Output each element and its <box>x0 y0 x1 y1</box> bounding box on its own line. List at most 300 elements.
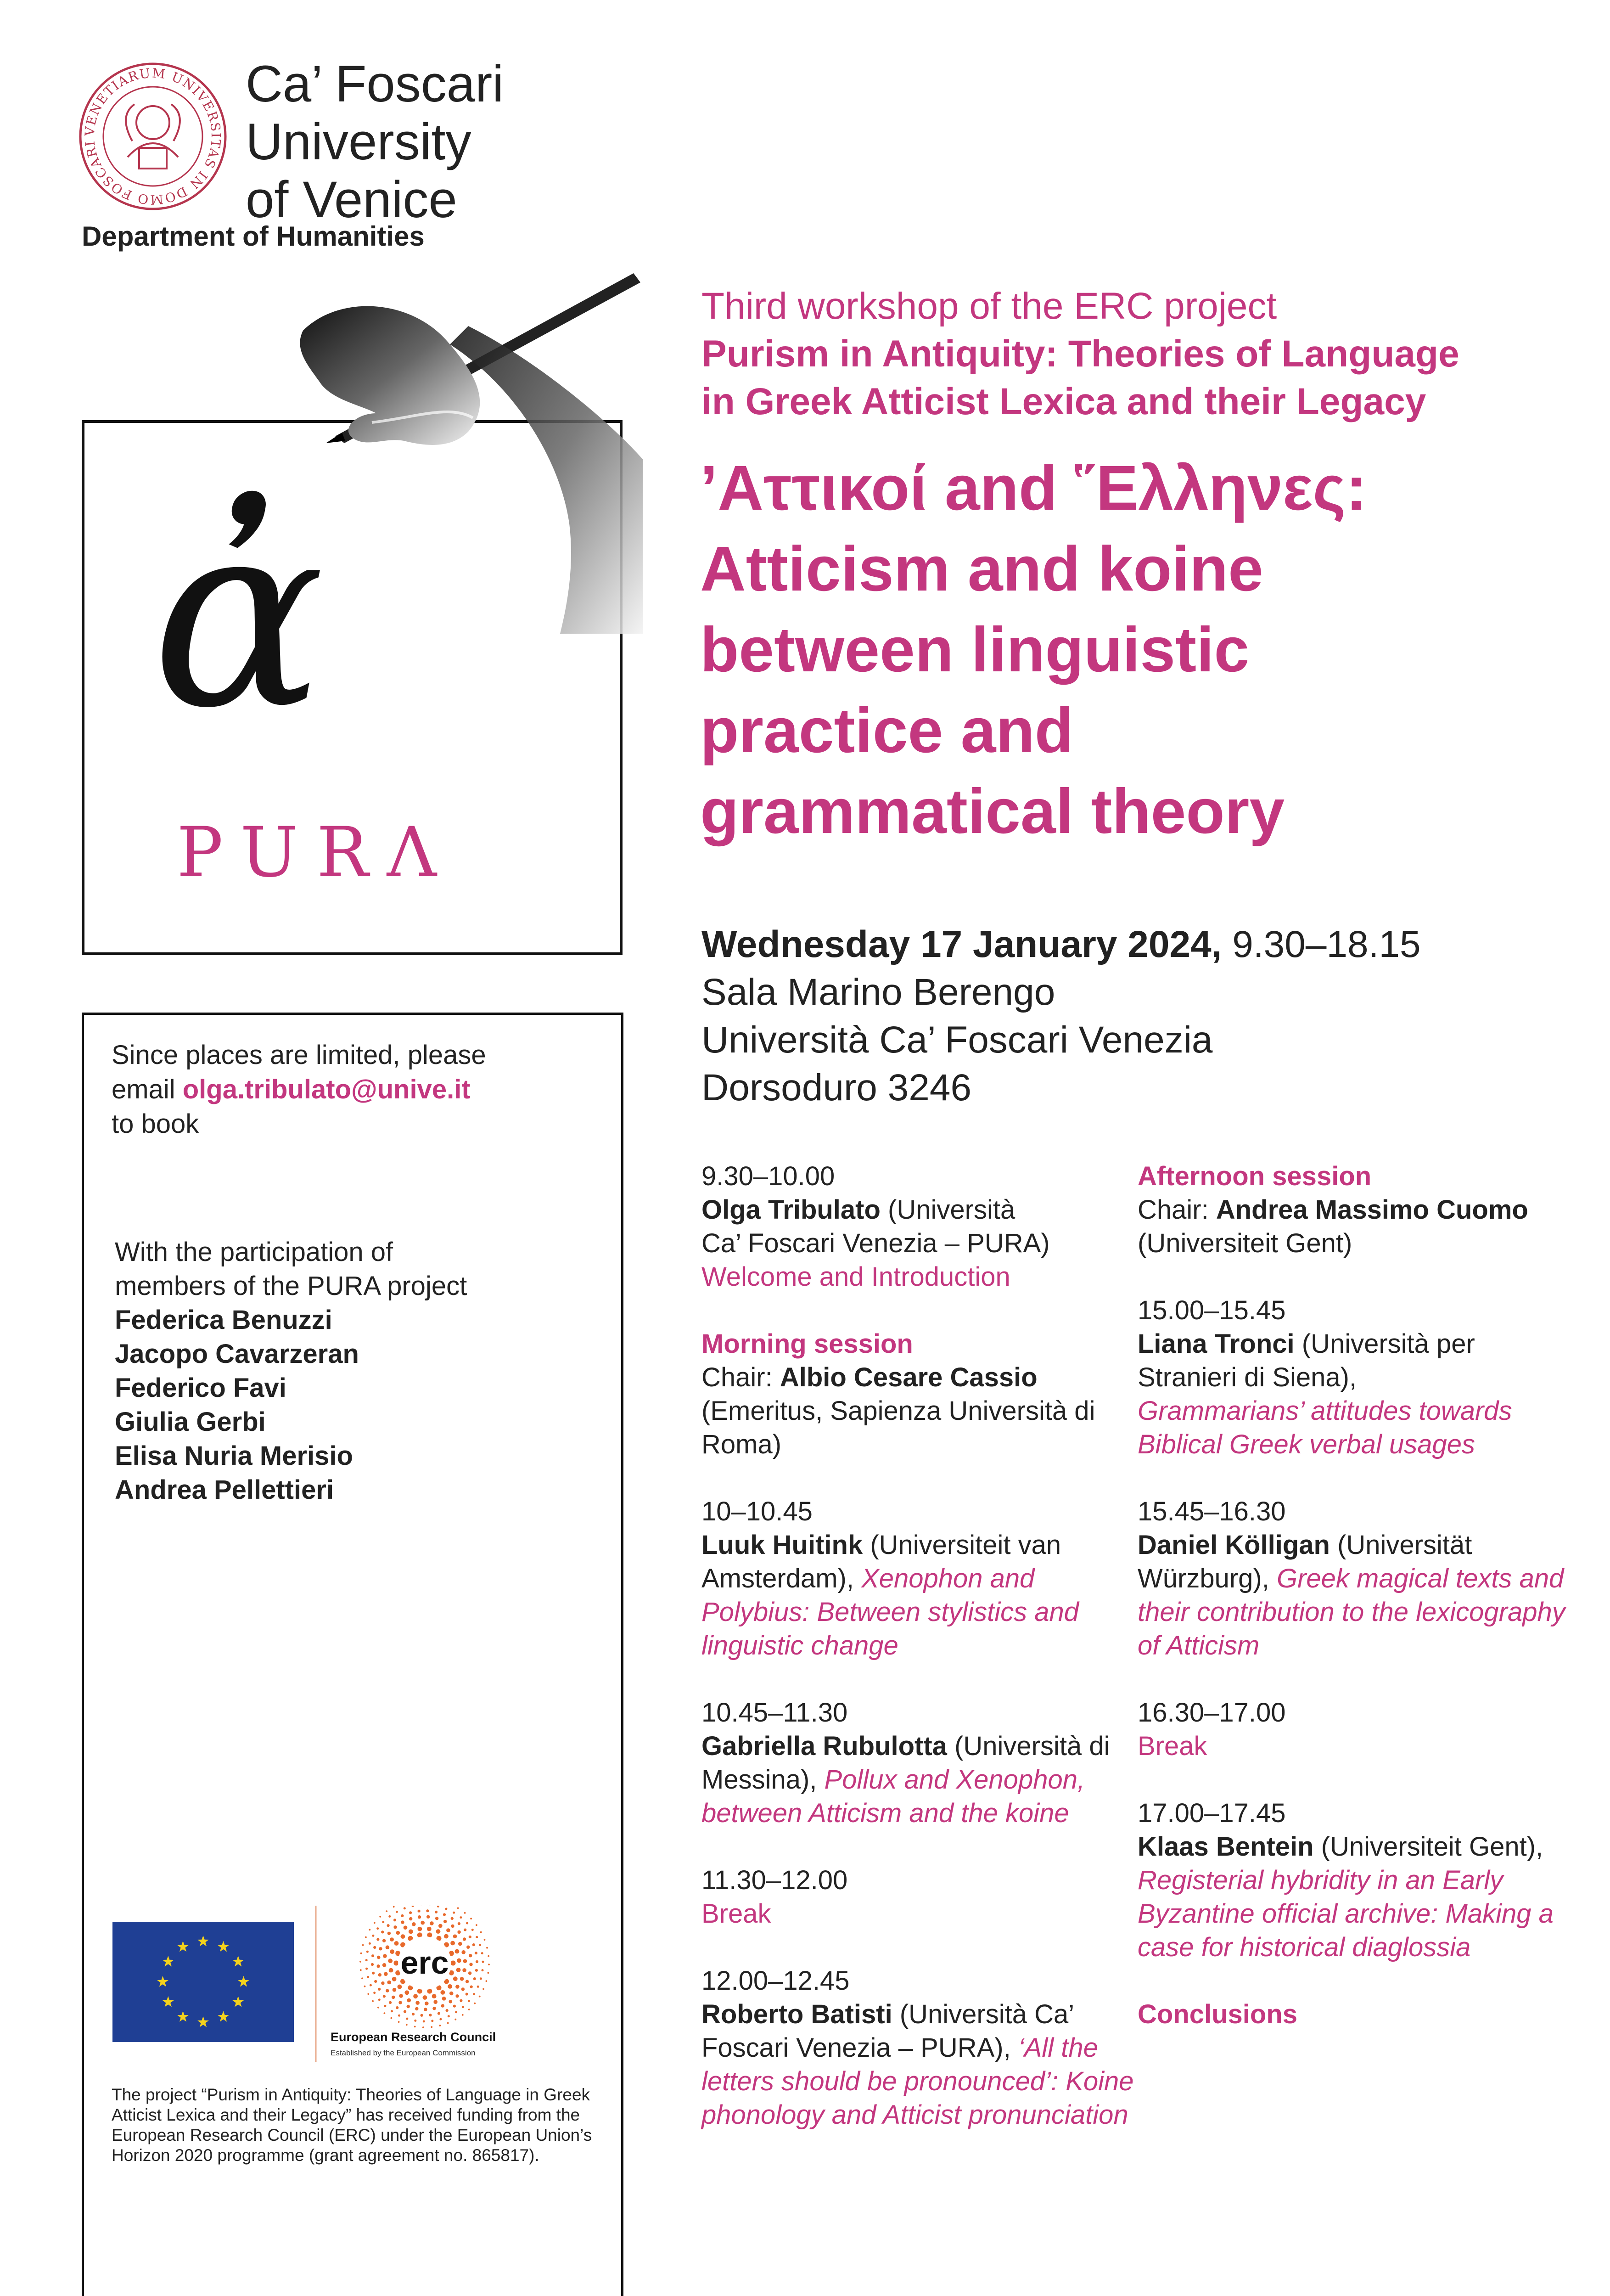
erc-dot-icon <box>475 1969 478 1972</box>
erc-dot-icon <box>466 1946 470 1949</box>
erc-dot-icon <box>381 1981 384 1985</box>
erc-dot-icon <box>470 1918 472 1919</box>
erc-dot-icon <box>440 1990 445 1995</box>
erc-dot-icon <box>450 1941 455 1946</box>
erc-dot-icon <box>469 1954 472 1957</box>
erc-dot-icon <box>377 1956 380 1959</box>
erc-dot-icon <box>488 1972 489 1974</box>
erc-dot-icon <box>451 1925 454 1928</box>
erc-dot-icon <box>436 1929 441 1934</box>
event-datetime <box>701 921 1574 968</box>
program-slot <box>1138 1796 1578 1964</box>
erc-dot-icon <box>361 1977 363 1979</box>
erc-dot-icon <box>462 2006 464 2008</box>
erc-dot-icon <box>421 2014 423 2017</box>
erc-dot-icon <box>407 1998 411 2003</box>
slot-time: 9.30–10.00 <box>701 1161 835 1191</box>
erc-dot-icon <box>376 1927 379 1930</box>
erc-dot-icon <box>391 2017 393 2019</box>
erc-dot-icon <box>462 1968 466 1972</box>
erc-dot-icon <box>486 1980 488 1982</box>
erc-dot-icon <box>468 1971 471 1975</box>
session-block <box>701 1327 1142 1461</box>
event-venue: Università Ca’ Foscari Venezia <box>701 1019 1213 1061</box>
erc-dot-icon <box>430 1921 434 1925</box>
workshop-title <box>700 448 1572 852</box>
slot-title: Pollux and Xenophon, between Atticism and the koine <box>701 1765 1085 1828</box>
erc-dot-icon <box>486 1947 488 1949</box>
erc-dot-icon <box>383 1954 387 1958</box>
erc-dot-icon <box>394 1961 399 1966</box>
erc-dot-icon <box>376 1938 379 1941</box>
erc-dot-icon <box>394 1941 399 1946</box>
session-chair-line <box>1138 1193 1578 1227</box>
erc-dot-icon <box>446 1928 450 1932</box>
funding-note: The project “Purism in Antiquity: Theories of Language in Greek Atticist Lexica and their Legacy” has received funding from the European Research Council (ERC) under the European Union’s Horizon 2020 programme (grant agreement no. 865817). <box>112 2085 592 2165</box>
session-chair: Andrea Massimo Cuomo <box>1216 1195 1528 1225</box>
booking-email-prefix: email <box>112 1075 183 1104</box>
event-venue: Dorsoduro 3246 <box>701 1067 972 1109</box>
erc-dot-icon <box>371 1954 374 1957</box>
university-name-line: of Venice <box>246 171 457 228</box>
erc-dot-icon <box>460 1916 462 1919</box>
erc-dot-icon <box>488 1955 489 1957</box>
eu-flag-icon <box>112 1922 294 2042</box>
erc-dot-icon <box>409 1917 412 1920</box>
erc-dot-icon <box>387 1924 390 1927</box>
erc-dot-icon <box>464 1912 466 1914</box>
participant-name: Andrea Pellettieri <box>115 1475 334 1505</box>
erc-dot-icon <box>461 1950 466 1954</box>
erc-dot-icon <box>360 1969 362 1971</box>
erc-dot-icon <box>435 1911 438 1913</box>
erc-logo-text: erc <box>400 1945 449 1981</box>
booking-line <box>112 1072 594 1107</box>
erc-dot-icon <box>469 1963 472 1966</box>
erc-dot-icon <box>484 1939 486 1941</box>
session-block <box>1138 1159 1578 1260</box>
erc-dot-icon <box>360 1953 362 1954</box>
slot-title: Xenophon and Polybius: Between stylistics and linguistic change <box>701 1564 1079 1660</box>
erc-dot-icon <box>449 2000 452 2003</box>
slot-speaker-line <box>701 1193 1142 1227</box>
erc-dot-icon <box>393 1988 397 1992</box>
erc-dot-icon <box>454 2019 456 2020</box>
erc-dot-icon <box>365 1968 368 1970</box>
erc-dot-icon <box>372 1972 375 1975</box>
erc-dot-icon <box>386 1910 387 1912</box>
erc-dot-icon <box>476 1960 478 1963</box>
workshop-subtitle <box>701 282 1574 426</box>
erc-dot-icon <box>413 1994 418 1998</box>
erc-dot-icon <box>373 1946 376 1949</box>
erc-dot-icon <box>439 2018 442 2020</box>
participation-intro: members of the PURA project <box>115 1271 467 1301</box>
erc-dot-icon <box>445 1908 448 1910</box>
hand-with-pen-illustration <box>275 266 643 634</box>
slot-time: 15.45–16.30 <box>1138 1497 1286 1526</box>
slot-text <box>1138 1327 1578 1394</box>
erc-dot-icon <box>476 1936 478 1938</box>
erc-dot-icon <box>458 1942 462 1946</box>
erc-dot-icon <box>390 1937 394 1941</box>
erc-dot-icon <box>443 1920 447 1923</box>
pura-wordmark: PURΛ <box>177 813 455 893</box>
program-slot <box>701 1696 1142 1830</box>
subtitle-line: Third workshop of the ERC project <box>701 285 1277 327</box>
erc-logo-icon <box>312 1906 505 2062</box>
session-chair-line <box>701 1361 1142 1394</box>
erc-dot-icon <box>384 1972 388 1976</box>
erc-dot-icon <box>455 1985 460 1989</box>
erc-dot-icon <box>457 1930 460 1934</box>
slot-text <box>701 1998 1142 2132</box>
erc-dot-icon <box>404 1907 406 1909</box>
program-slot <box>1138 1294 1578 1461</box>
erc-established: Established by the European Commission <box>331 2048 476 2057</box>
subtitle-line: in Greek Atticist Lexica and their Legacy <box>701 381 1426 422</box>
slot-time: 17.00–17.45 <box>1138 1798 1286 1828</box>
erc-dot-icon <box>463 1959 467 1963</box>
erc-dot-icon <box>399 1994 403 1998</box>
slot-affiliation: (Università Ca’ Foscari Venezia – PURA), <box>701 1999 1073 2063</box>
conclusions: Conclusions <box>1138 1999 1298 2029</box>
slot-speaker: Roberto Batisti <box>701 1999 892 2029</box>
erc-dot-icon <box>448 1984 452 1989</box>
erc-dot-icon <box>382 1939 386 1942</box>
slot-speaker: Gabriella Rubulotta <box>701 1731 947 1761</box>
erc-dot-icon <box>426 1909 429 1912</box>
erc-dot-icon <box>378 1988 381 1991</box>
slot-speaker: Klaas Bentein <box>1138 1832 1314 1862</box>
slot-affiliation: (Universiteit van Amsterdam), <box>701 1530 1061 1593</box>
erc-dot-icon <box>409 1911 412 1914</box>
erc-dot-icon <box>418 1915 421 1919</box>
slot-affiliation: (Università di Messina), <box>701 1731 1110 1795</box>
booking-line: Since places are limited, please <box>112 1040 486 1070</box>
erc-dot-icon <box>455 2011 457 2013</box>
erc-dot-icon <box>426 1915 430 1919</box>
erc-dot-icon <box>460 1999 462 2002</box>
erc-dot-icon <box>479 1944 481 1946</box>
erc-dot-icon <box>480 1977 482 1980</box>
erc-dot-icon <box>390 1949 394 1954</box>
erc-dot-icon <box>441 2004 444 2007</box>
university-name-line: Ca’ Foscari <box>246 55 504 113</box>
slot-affiliation: Ca’ Foscari Venezia – PURA) <box>701 1228 1050 1258</box>
erc-dot-icon <box>370 1984 372 1986</box>
erc-dot-icon <box>388 1958 393 1963</box>
erc-dot-icon <box>418 1910 421 1913</box>
erc-dot-icon <box>401 1934 405 1939</box>
erc-dot-icon <box>453 1912 455 1914</box>
slot-affiliation: (Università per Stranieri di Siena), <box>1138 1329 1475 1392</box>
erc-dot-icon <box>415 2001 420 2005</box>
erc-dot-icon <box>425 2002 429 2006</box>
erc-dot-icon <box>446 2009 449 2012</box>
erc-dot-icon <box>382 1921 384 1923</box>
erc-dot-icon <box>456 1968 461 1972</box>
erc-dot-icon <box>409 1930 413 1934</box>
erc-dot-icon <box>474 2003 476 2004</box>
erc-dot-icon <box>469 1936 471 1938</box>
slot-time: 11.30–12.00 <box>701 1865 848 1895</box>
erc-dot-icon <box>386 1945 390 1949</box>
participation-list <box>115 1235 597 1507</box>
alpha-glyph: ἀ <box>151 466 325 765</box>
erc-dot-icon <box>382 1963 387 1967</box>
erc-dot-icon <box>378 1998 381 2001</box>
erc-dot-icon <box>387 1981 391 1985</box>
erc-dot-icon <box>444 1934 449 1939</box>
slot-title: Break <box>701 1899 771 1929</box>
erc-dot-icon <box>364 1986 366 1987</box>
university-seal-icon <box>77 61 229 212</box>
erc-dot-icon <box>462 2014 464 2016</box>
erc-dot-icon <box>418 1927 422 1931</box>
erc-dot-icon <box>482 1969 484 1971</box>
erc-dot-icon <box>414 2020 416 2022</box>
slot-time: 12.00–12.45 <box>701 1966 850 1996</box>
erc-dot-icon <box>406 2018 408 2020</box>
erc-dot-icon <box>457 1958 461 1963</box>
erc-dot-icon <box>472 1943 475 1946</box>
erc-dot-icon <box>396 1931 400 1935</box>
erc-dot-icon <box>396 2006 398 2009</box>
program-slot <box>701 1863 1142 1930</box>
slot-affiliation: (Università <box>880 1195 1015 1225</box>
participant-name: Elisa Nuria Merisio <box>115 1441 353 1471</box>
erc-dot-icon <box>383 1995 386 1998</box>
erc-dot-icon <box>372 2000 374 2002</box>
erc-dot-icon <box>412 2013 415 2015</box>
erc-dot-icon <box>398 2001 402 2004</box>
erc-dot-icon <box>374 1980 377 1983</box>
erc-dot-icon <box>455 1949 460 1954</box>
erc-dot-icon <box>460 1977 464 1981</box>
erc-dot-icon <box>401 1914 404 1917</box>
erc-dot-icon <box>365 1959 368 1961</box>
erc-dot-icon <box>391 2010 393 2012</box>
erc-dot-icon <box>473 1977 476 1980</box>
erc-dot-icon <box>398 2021 400 2023</box>
erc-dot-icon <box>481 1952 483 1954</box>
department-name: Department of Humanities <box>82 221 425 252</box>
erc-dot-icon <box>423 2020 425 2023</box>
erc-dot-icon <box>404 1925 408 1930</box>
session-heading: Morning session <box>701 1329 913 1359</box>
erc-dot-icon <box>381 1930 384 1933</box>
subtitle-line: Purism in Antiquity: Theories of Language <box>701 333 1459 375</box>
erc-dot-icon <box>455 1994 459 1998</box>
title-line: Atticism and koine <box>700 534 1263 604</box>
erc-dot-icon <box>414 2026 416 2028</box>
erc-dot-icon <box>393 1925 397 1929</box>
erc-dot-icon <box>466 1922 468 1925</box>
erc-name: European Research Council <box>331 2030 496 2044</box>
erc-dot-icon <box>427 1927 432 1931</box>
erc-dot-icon <box>435 1917 438 1920</box>
title-line: grammatical theory <box>700 776 1285 847</box>
slot-time: 10.45–11.30 <box>701 1698 848 1728</box>
event-info <box>701 921 1574 1112</box>
participant-name: Federica Benuzzi <box>115 1305 332 1335</box>
erc-dot-icon <box>432 2007 436 2010</box>
program-slot <box>1138 1696 1578 1763</box>
erc-dot-icon <box>367 1993 369 1995</box>
erc-dot-icon <box>466 1993 468 1996</box>
slot-title: Registerial hybridity in an Early Byzantine official archive: Making a case for historical diaglossia <box>1138 1865 1554 1962</box>
slot-text <box>701 1528 1142 1662</box>
erc-dot-icon <box>433 2000 438 2004</box>
event-venue: Sala Marino Berengo <box>701 971 1055 1013</box>
erc-dot-icon <box>378 1973 381 1976</box>
erc-dot-icon <box>379 1947 382 1950</box>
svg-text:VENETIARUM UNIVERSITAS IN DOMO: VENETIARUM UNIVERSITAS IN DOMO FOSCARI <box>82 65 224 208</box>
erc-dot-icon <box>457 1907 459 1909</box>
erc-dot-icon <box>470 1986 473 1988</box>
erc-dot-icon <box>471 1929 474 1931</box>
erc-dot-icon <box>463 1937 466 1941</box>
event-date: Wednesday 17 January 2024, <box>701 923 1222 965</box>
slot-title: Welcome and Introduction <box>701 1262 1010 1292</box>
erc-dot-icon <box>421 1921 425 1925</box>
erc-dot-icon <box>443 1913 446 1916</box>
erc-dot-icon <box>480 1931 482 1933</box>
booking-line: to book <box>112 1109 199 1139</box>
erc-dot-icon <box>424 2008 427 2011</box>
erc-dot-icon <box>482 1988 484 1990</box>
title-line: ’Αττικοί and ῞Ελληνες: <box>700 453 1367 523</box>
erc-dot-icon <box>415 2007 418 2010</box>
erc-dot-icon <box>388 1915 391 1918</box>
erc-dot-icon <box>453 2005 456 2008</box>
erc-dot-icon <box>451 1917 454 1920</box>
erc-dot-icon <box>369 1942 371 1945</box>
erc-dot-icon <box>453 1976 458 1981</box>
erc-dot-icon <box>473 1993 475 1995</box>
session-heading: Afternoon session <box>1138 1161 1372 1191</box>
event-time: 9.30–18.15 <box>1222 923 1421 965</box>
erc-dot-icon <box>448 2015 450 2017</box>
slot-affiliation: (Universiteit Gent), <box>1313 1832 1543 1862</box>
erc-dot-icon <box>384 2012 386 2014</box>
erc-dot-icon <box>437 1906 439 1908</box>
slot-text <box>1138 1830 1578 1964</box>
erc-dot-icon <box>396 1911 398 1913</box>
program-slot <box>701 1495 1142 1662</box>
erc-dot-icon <box>406 2024 408 2026</box>
program-column-left <box>701 1159 1142 2165</box>
title-line: practice and <box>700 695 1073 766</box>
slot-affiliation: (Universität Würzburg), <box>1138 1530 1472 1593</box>
erc-dot-icon <box>431 2026 432 2028</box>
slot-speaker: Daniel Kölligan <box>1138 1530 1330 1560</box>
erc-dot-icon <box>377 1964 380 1968</box>
erc-dot-icon <box>404 1990 409 1995</box>
erc-dot-icon <box>384 2005 387 2007</box>
erc-dot-icon <box>389 1968 393 1973</box>
erc-dot-icon <box>458 1922 460 1925</box>
erc-dot-icon <box>488 1964 490 1965</box>
program-slot <box>701 1964 1142 2132</box>
erc-dot-icon <box>392 1996 395 1999</box>
erc-dot-icon <box>438 2012 440 2015</box>
erc-dot-icon <box>412 1906 414 1907</box>
session-chair: Albio Cesare Cassio <box>780 1362 1038 1392</box>
erc-dot-icon <box>461 1987 465 1991</box>
erc-dot-icon <box>374 1922 376 1924</box>
erc-dot-icon <box>412 1922 416 1926</box>
erc-dot-icon <box>477 1986 479 1988</box>
erc-dot-icon <box>442 1997 446 2001</box>
erc-dot-icon <box>359 1961 361 1963</box>
erc-dot-icon <box>423 1995 427 2000</box>
erc-dot-icon <box>398 1985 402 1989</box>
erc-dot-icon <box>373 1992 376 1994</box>
participant-name: Giulia Gerbi <box>115 1407 266 1437</box>
erc-dot-icon <box>389 2001 392 2004</box>
session-chair-affiliation: (Universiteit Gent) <box>1138 1228 1352 1258</box>
erc-dot-icon <box>475 1952 477 1954</box>
erc-dot-icon <box>367 1976 369 1978</box>
erc-dot-icon <box>482 1961 484 1963</box>
slot-speaker: Liana Tronci <box>1138 1329 1295 1359</box>
erc-dot-icon <box>372 1935 374 1937</box>
erc-dot-icon <box>404 2010 406 2013</box>
erc-dot-icon <box>476 1924 477 1926</box>
erc-dot-icon <box>393 1919 396 1921</box>
program-column-right <box>1138 1159 1578 2065</box>
erc-dot-icon <box>468 2009 470 2010</box>
slot-title: Grammarians’ attitudes towards Biblical Greek verbal usages <box>1138 1396 1512 1459</box>
participant-name: Jacopo Cavarzeran <box>115 1339 359 1369</box>
slot-text <box>1138 1528 1578 1662</box>
slot-title: Break <box>1138 1731 1207 1761</box>
erc-dot-icon <box>432 1994 437 1998</box>
booking-email-link[interactable]: olga.tribulato@unive.it <box>182 1075 471 1104</box>
erc-dot-icon <box>449 1992 454 1996</box>
erc-dot-icon <box>451 1961 456 1966</box>
erc-dot-icon <box>377 2007 379 2009</box>
erc-dot-icon <box>439 2025 441 2026</box>
erc-dot-icon <box>422 2026 424 2028</box>
university-name <box>246 55 504 229</box>
erc-dot-icon <box>464 1929 466 1931</box>
program-slot <box>701 1159 1142 1294</box>
participation-intro: With the participation of <box>115 1237 393 1267</box>
participant-name: Federico Favi <box>115 1373 286 1403</box>
erc-dot-icon <box>365 1936 367 1938</box>
erc-dot-icon <box>366 1951 369 1953</box>
erc-dot-icon <box>387 1932 391 1935</box>
erc-dot-icon <box>401 1920 404 1924</box>
erc-dot-icon <box>466 1980 469 1983</box>
erc-dot-icon <box>371 1963 374 1966</box>
erc-dot-icon <box>362 1944 364 1946</box>
title-line: between linguistic <box>700 614 1250 685</box>
slot-title: ‘All the letters should be pronounced’: Koine phonology and Atticist pronunciation <box>701 2033 1134 2130</box>
erc-dot-icon <box>431 2020 433 2022</box>
session-chair-affiliation: (Emeritus, Sapienza Università di Roma) <box>701 1396 1095 1459</box>
slot-text <box>701 1729 1142 1830</box>
chair-label: Chair: <box>701 1362 780 1392</box>
erc-dot-icon <box>479 1996 481 1998</box>
erc-dot-icon <box>369 1929 370 1931</box>
slot-time: 16.30–17.00 <box>1138 1698 1286 1728</box>
chair-label: Chair: <box>1138 1195 1216 1225</box>
erc-dot-icon <box>429 2014 432 2016</box>
